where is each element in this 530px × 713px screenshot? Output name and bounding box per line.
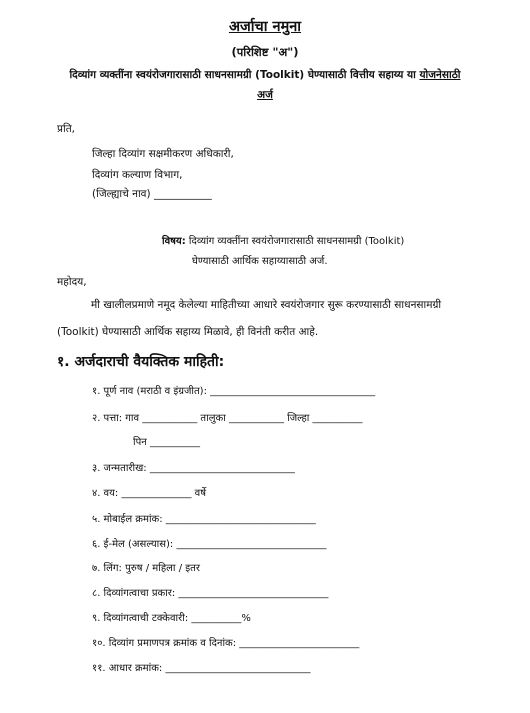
subject-label: विषय: — [162, 236, 186, 247]
scheme-heading — [0, 68, 530, 82]
field-pin: पिन __________ — [133, 437, 200, 448]
field-disability-percentage: ९. दिव्यांगत्वाची टक्केवारी: __________% — [92, 613, 251, 624]
section-1-title: १. अर्जदाराची वैयक्तिक माहिती: — [57, 354, 225, 370]
address-line-2: दिव्यांग कल्याण विभाग, — [92, 169, 183, 181]
form-title: अर्जाचा नमुना — [228, 19, 302, 35]
scheme-heading-application: अर्ज — [257, 89, 273, 101]
appendix-label: (परिशिष्ट "अ") — [231, 45, 299, 59]
subject-line-2: घेण्यासाठी आर्थिक सहाय्यासाठी अर्ज. — [192, 256, 328, 267]
request-paragraph-line-2: (Toolkit) घेण्यासाठी आर्थिक सहाय्य मिळावे, ही विनंती करीत आहे. — [57, 326, 319, 338]
address-line-1: जिल्हा दिव्यांग सक्षमीकरण अधिकारी, — [92, 148, 234, 160]
field-email: ६. ई-मेल (असल्यास): ______________________________ — [92, 539, 327, 550]
field-certificate-number: १०. दिव्यांग प्रमाणपत्र क्रमांक व दिनांक: ________________________ — [92, 638, 360, 649]
field-age-unit: वर्षे — [191, 488, 206, 499]
request-paragraph-line-1: मी खालीलप्रमाणे नमूद केलेल्या माहितीच्या आधारे स्वयंरोजगार सुरू करण्यासाठी साधनसामग्री — [91, 299, 442, 311]
subject-line-1 — [162, 233, 404, 247]
field-birthdate: ३. जन्मतारीख: _____________________________ — [92, 463, 295, 474]
field-age-label: ४. वय: ______________ — [92, 488, 192, 499]
scheme-heading-underlined: योजनेसाठी — [419, 69, 461, 81]
field-aadhaar: ११. आधार क्रमांक: _____________________________ — [92, 663, 311, 674]
subject-text: दिव्यांग व्यक्तींना स्वयंरोजगारासाठी साधनसामग्री (Toolkit) — [185, 236, 405, 247]
address-to: प्रति, — [57, 123, 76, 135]
field-full-name: १. पूर्ण नाव (मराठी व इंग्रजीत): _________________________________ — [92, 386, 376, 397]
salutation: महोदय, — [57, 276, 87, 288]
scheme-heading-text: दिव्यांग व्यक्तींना स्वयंरोजगारासाठी साधनसामग्री (Toolkit) घेण्यासाठी वित्तीय सहाय्य या — [69, 69, 420, 81]
field-mobile: ५. मोबाईल क्रमांक: ______________________________ — [92, 514, 316, 525]
field-disability-type: ८. दिव्यांगत्वाचा प्रकार: ______________________________ — [92, 588, 329, 599]
field-gender: ७. लिंग: पुरुष / महिला / इतर — [92, 563, 200, 574]
field-address: २. पत्ता: गाव ___________ तालुका ___________ जिल्हा __________ — [92, 413, 363, 424]
field-age — [92, 485, 206, 499]
address-line-3: (जिल्ह्याचे नाव) ___________ — [92, 188, 212, 200]
